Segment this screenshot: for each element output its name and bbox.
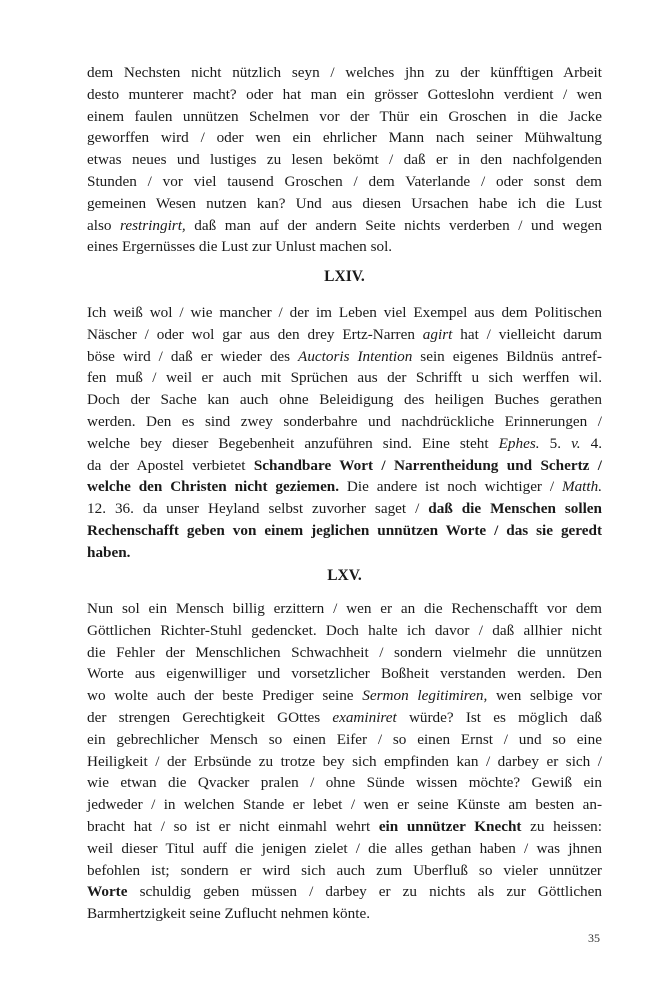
text-line: Stunden / vor viel tausend Groschen / dem Vaterlande / oder sonst dem <box>87 172 602 190</box>
text-line: die Fehler der Menschlichen Schwachheit / sondern vielmehr die unnützen <box>87 643 602 661</box>
italic-term: restringirt, <box>120 216 186 234</box>
paragraph-continuation <box>87 62 602 258</box>
text-line: werden. Den es sind zwey sonderbahre und nachdrückliche Erinnerungen / <box>87 412 602 430</box>
text-line: dem Nechsten nicht nützlich seyn / welches jhn zu der künfftigen Arbeit <box>87 64 602 81</box>
text-line: da der Apostel verbietet Schandbare Wort / Narrentheidung und Schertz / <box>87 456 603 474</box>
text-line: böse wird / daß er wieder des Auctoris Intention sein eigenes Bildnüs antref- <box>87 347 602 365</box>
text-line: Doch der Sache kan auch ohne Beleidigung des heiligen Buches gerathen <box>87 391 602 409</box>
text-line: also restringirt, daß man auf der andern Seite nichts verderben / und wegen <box>87 216 602 234</box>
text-line: bracht hat / so ist er nicht einmahl wehrt ein unnützer Knecht zu heissen: <box>87 817 602 835</box>
section-heading-lxiv: LXIV. <box>324 268 365 285</box>
text-line: Göttlichen Richter-Stuhl gedencket. Doch halte ich davor / daß allhier nicht <box>87 621 602 639</box>
text-line: eines Ergernüsses die Lust zur Unlust machen sol. <box>87 238 393 256</box>
text-line: der strengen Gerechtigkeit GOttes examiniret würde? Ist es möglich daß <box>87 708 602 726</box>
text-line: fen muß / weil er auch mit Sprüchen aus der Schrifft u sich werffen wil. <box>87 369 602 387</box>
text-line: gemeinen Wesen nutzen kan? Und aus diesen Ursachen habe ich die Lust <box>87 194 602 212</box>
section-heading-lxv: LXV. <box>327 567 362 584</box>
text-line: Ich weiß wol / wie mancher / der im Leben viel Exempel aus dem Politischen <box>87 304 602 321</box>
text-line: Rechenschafft geben von einem jeglichen unnützen Worte / das sie geredt <box>87 521 602 539</box>
text-line: geworffen wird / oder wen ein ehrlicher Mann nach seiner Mühwaltung <box>87 129 602 147</box>
text-line: Barmhertzigkeit seine Zuflucht nehmen könte. <box>87 905 370 923</box>
text-line: befohlen ist; sondern er wird sich auch zum Uberfluß so vieler unnützer <box>87 861 602 879</box>
text-line: jedweder / in welchen Stande er lebet / wen er seine Künste am besten an- <box>87 796 602 814</box>
text-line: einem faulen unnützen Schelmen vor der Thür ein Groschen in die Jacke <box>87 107 602 125</box>
text-line: Worte aus eigenwilliger und vorsetzlicher Boßheit verstanden werden. Den <box>87 665 602 683</box>
text-line: Worte schuldig geben müssen / darbey er zu nichts als zur Göttlichen <box>87 883 602 901</box>
text-line: wie etwan die Qvacker pralen / ohne Sünde wissen möchte? Gewiß ein <box>87 774 602 792</box>
text-line: Näscher / oder wol gar aus den drey Ertz-Narren agirt hat / vielleicht darum <box>87 325 602 343</box>
text-line: Heiligkeit / der Erbsünde zu trotze bey sich empfinden kan / darbey er sich / <box>87 752 602 770</box>
text-line: wo wolte auch der beste Prediger seine Sermon legitimiren, wen selbige vor <box>87 687 602 705</box>
paragraph-lxiv <box>87 302 602 564</box>
text-line: weil dieser Titul auff die jenigen zielet / die alles gethan haben / was jhnen <box>87 839 602 857</box>
paragraph-lxv <box>87 598 602 925</box>
text-line: desto munterer macht? oder hat man ein grösser Gotteslohn verdient / wen <box>87 85 602 103</box>
text-line: ein gebrechlicher Mensch so einen Eifer / so einen Ernst / und so eine <box>87 730 602 748</box>
text-line: Nun sol ein Mensch billig erzittern / wen er an die Rechenschafft vor dem <box>87 600 602 617</box>
text-line: etwas neues und lustiges zu lesen bekömt / daß er in den nachfolgenden <box>87 151 602 169</box>
text-line: haben. <box>87 543 131 561</box>
page-number: 35 <box>588 931 600 945</box>
text-line: 12. 36. da unser Heyland selbst zuvorher saget / daß die Menschen sollen <box>87 500 602 518</box>
text-line: welche bey dieser Begebenheit anzuführen sind. Eine steht Ephes. 5. v. 4. <box>87 434 603 452</box>
text-line: welche den Christen nicht geziemen. Die andere ist noch wichtiger / Matth. <box>87 478 603 496</box>
